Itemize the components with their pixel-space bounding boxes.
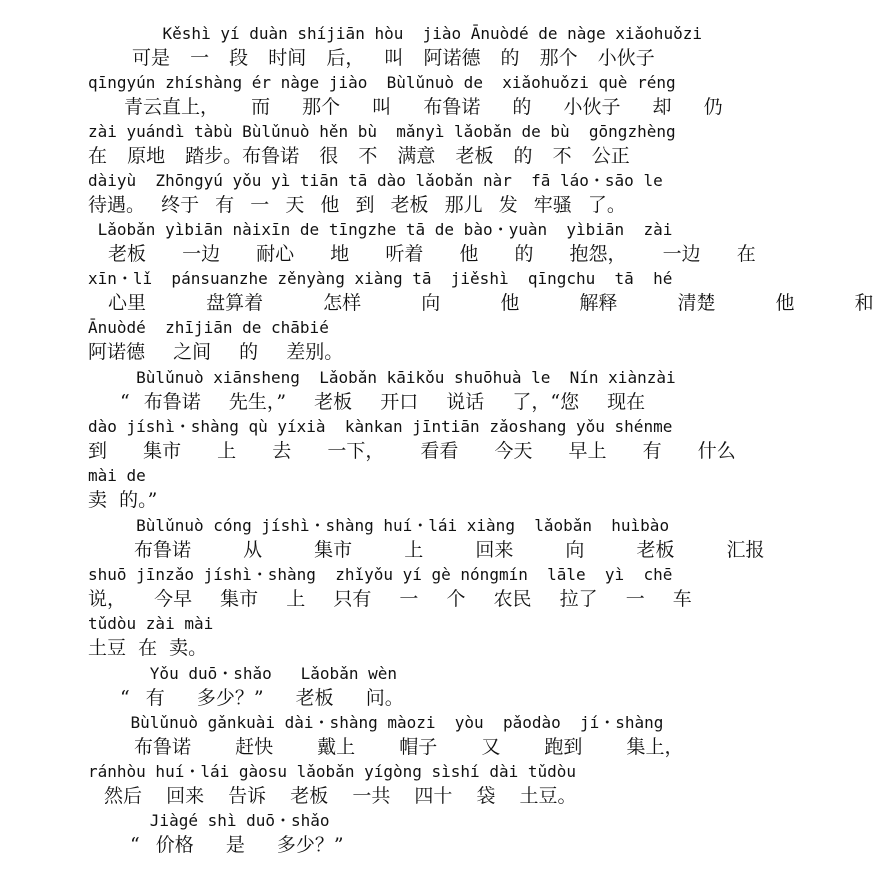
hanzi-line: 布鲁诺 赶快 戴上 帽子 又 跑到 集上， bbox=[134, 736, 684, 758]
pinyin-line: Bùlǔnuò cóng jíshì・shàng huí・lái xiàng lǎobǎn huìbào bbox=[88, 516, 670, 535]
pinyin-line: dào jíshì・shàng qù yíxià kànkan jīntiān zǎoshang yǒu shénme bbox=[88, 417, 673, 436]
pinyin-line: Jiàgé shì duō・shǎo bbox=[92, 811, 330, 830]
hanzi-line: 在 原地 踏步。布鲁诺 很 不 满意 老板 的 不 公正 bbox=[88, 145, 630, 167]
pinyin-line: Yǒu duō・shǎo Lǎobǎn wèn bbox=[92, 664, 397, 683]
pinyin-line: Bùlǔnuò xiānsheng Lǎobǎn kāikǒu shuōhuà le Nín xiànzài bbox=[88, 368, 676, 387]
pinyin-line: ránhòu huí・lái gàosu lǎobǎn yígòng sìshí dài tǔdòu bbox=[88, 762, 577, 781]
hanzi-line: 青云直上， 而 那个 叫 布鲁诺 的 小伙子 却 仍 bbox=[124, 96, 723, 118]
pinyin-line: xīn・lǐ pánsuanzhe zěnyàng xiàng tā jiěshì qīngchu tā hé bbox=[88, 269, 673, 288]
hanzi-line: “ 价格 是 多少？” bbox=[130, 834, 344, 856]
hanzi-line: 可是 一 段 时间 后， 叫 阿诺德 的 那个 小伙子 bbox=[132, 47, 655, 69]
hanzi-line: 说， 今早 集市 上 只有 一 个 农民 拉了 一 车 bbox=[88, 588, 692, 610]
pinyin-line: tǔdòu zài mài bbox=[88, 614, 214, 633]
pinyin-line: shuō jīnzǎo jíshì・shàng zhǐyǒu yí gè nóngmín lāle yì chē bbox=[88, 565, 673, 584]
pinyin-line: zài yuándì tàbù Bùlǔnuò hěn bù mǎnyì lǎobǎn de bù gōngzhèng bbox=[88, 122, 676, 141]
hanzi-line: “ 布鲁诺 先生，” 老板 开口 说话 了，“您 现在 bbox=[120, 391, 646, 413]
pinyin-line: Ānuòdé zhījiān de chābié bbox=[88, 318, 329, 337]
hanzi-line: 布鲁诺 从 集市 上 回来 向 老板 汇报 bbox=[134, 539, 765, 561]
hanzi-line: 土豆 在 卖。 bbox=[88, 637, 208, 659]
hanzi-line: 老板 一边 耐心 地 听着 他 的 抱怨， 一边 在 bbox=[108, 243, 756, 265]
pinyin-line: qīngyún zhíshàng ér nàge jiào Bùlǔnuò de xiǎohuǒzi què réng bbox=[88, 73, 676, 92]
pinyin-line: Kěshì yí duàn shíjiān hòu jiào Ānuòdé de nàge xiǎohuǒzi bbox=[124, 24, 702, 43]
pinyin-line: Lǎobǎn yìbiān nàixīn de tīngzhe tā de bào・yuàn yìbiān zài bbox=[88, 220, 673, 239]
hanzi-line: 然后 回来 告诉 老板 一共 四十 袋 土豆。 bbox=[104, 785, 577, 807]
hanzi-line: 卖 的。” bbox=[88, 489, 158, 511]
pinyin-line: dàiyù Zhōngyú yǒu yì tiān tā dào lǎobǎn nàr fā láo・sāo le bbox=[88, 171, 663, 190]
pinyin-line: mài de bbox=[88, 466, 146, 485]
hanzi-line: 到 集市 上 去 一下， 看看 今天 早上 有 什么 bbox=[88, 440, 736, 462]
hanzi-line: “ 有 多少？” 老板 问。 bbox=[120, 687, 404, 709]
pinyin-line: Bùlǔnuò gǎnkuài dài・shàng màozi yòu pǎodào jí・shàng bbox=[92, 713, 664, 732]
hanzi-line: 阿诺德 之间 的 差别。 bbox=[88, 341, 344, 363]
hanzi-line: 心里 盘算着 怎样 向 他 解释 清楚 他 和 bbox=[108, 292, 874, 314]
hanzi-line: 待遇。 终于 有 一 天 他 到 老板 那儿 发 牢骚 了。 bbox=[88, 194, 626, 216]
